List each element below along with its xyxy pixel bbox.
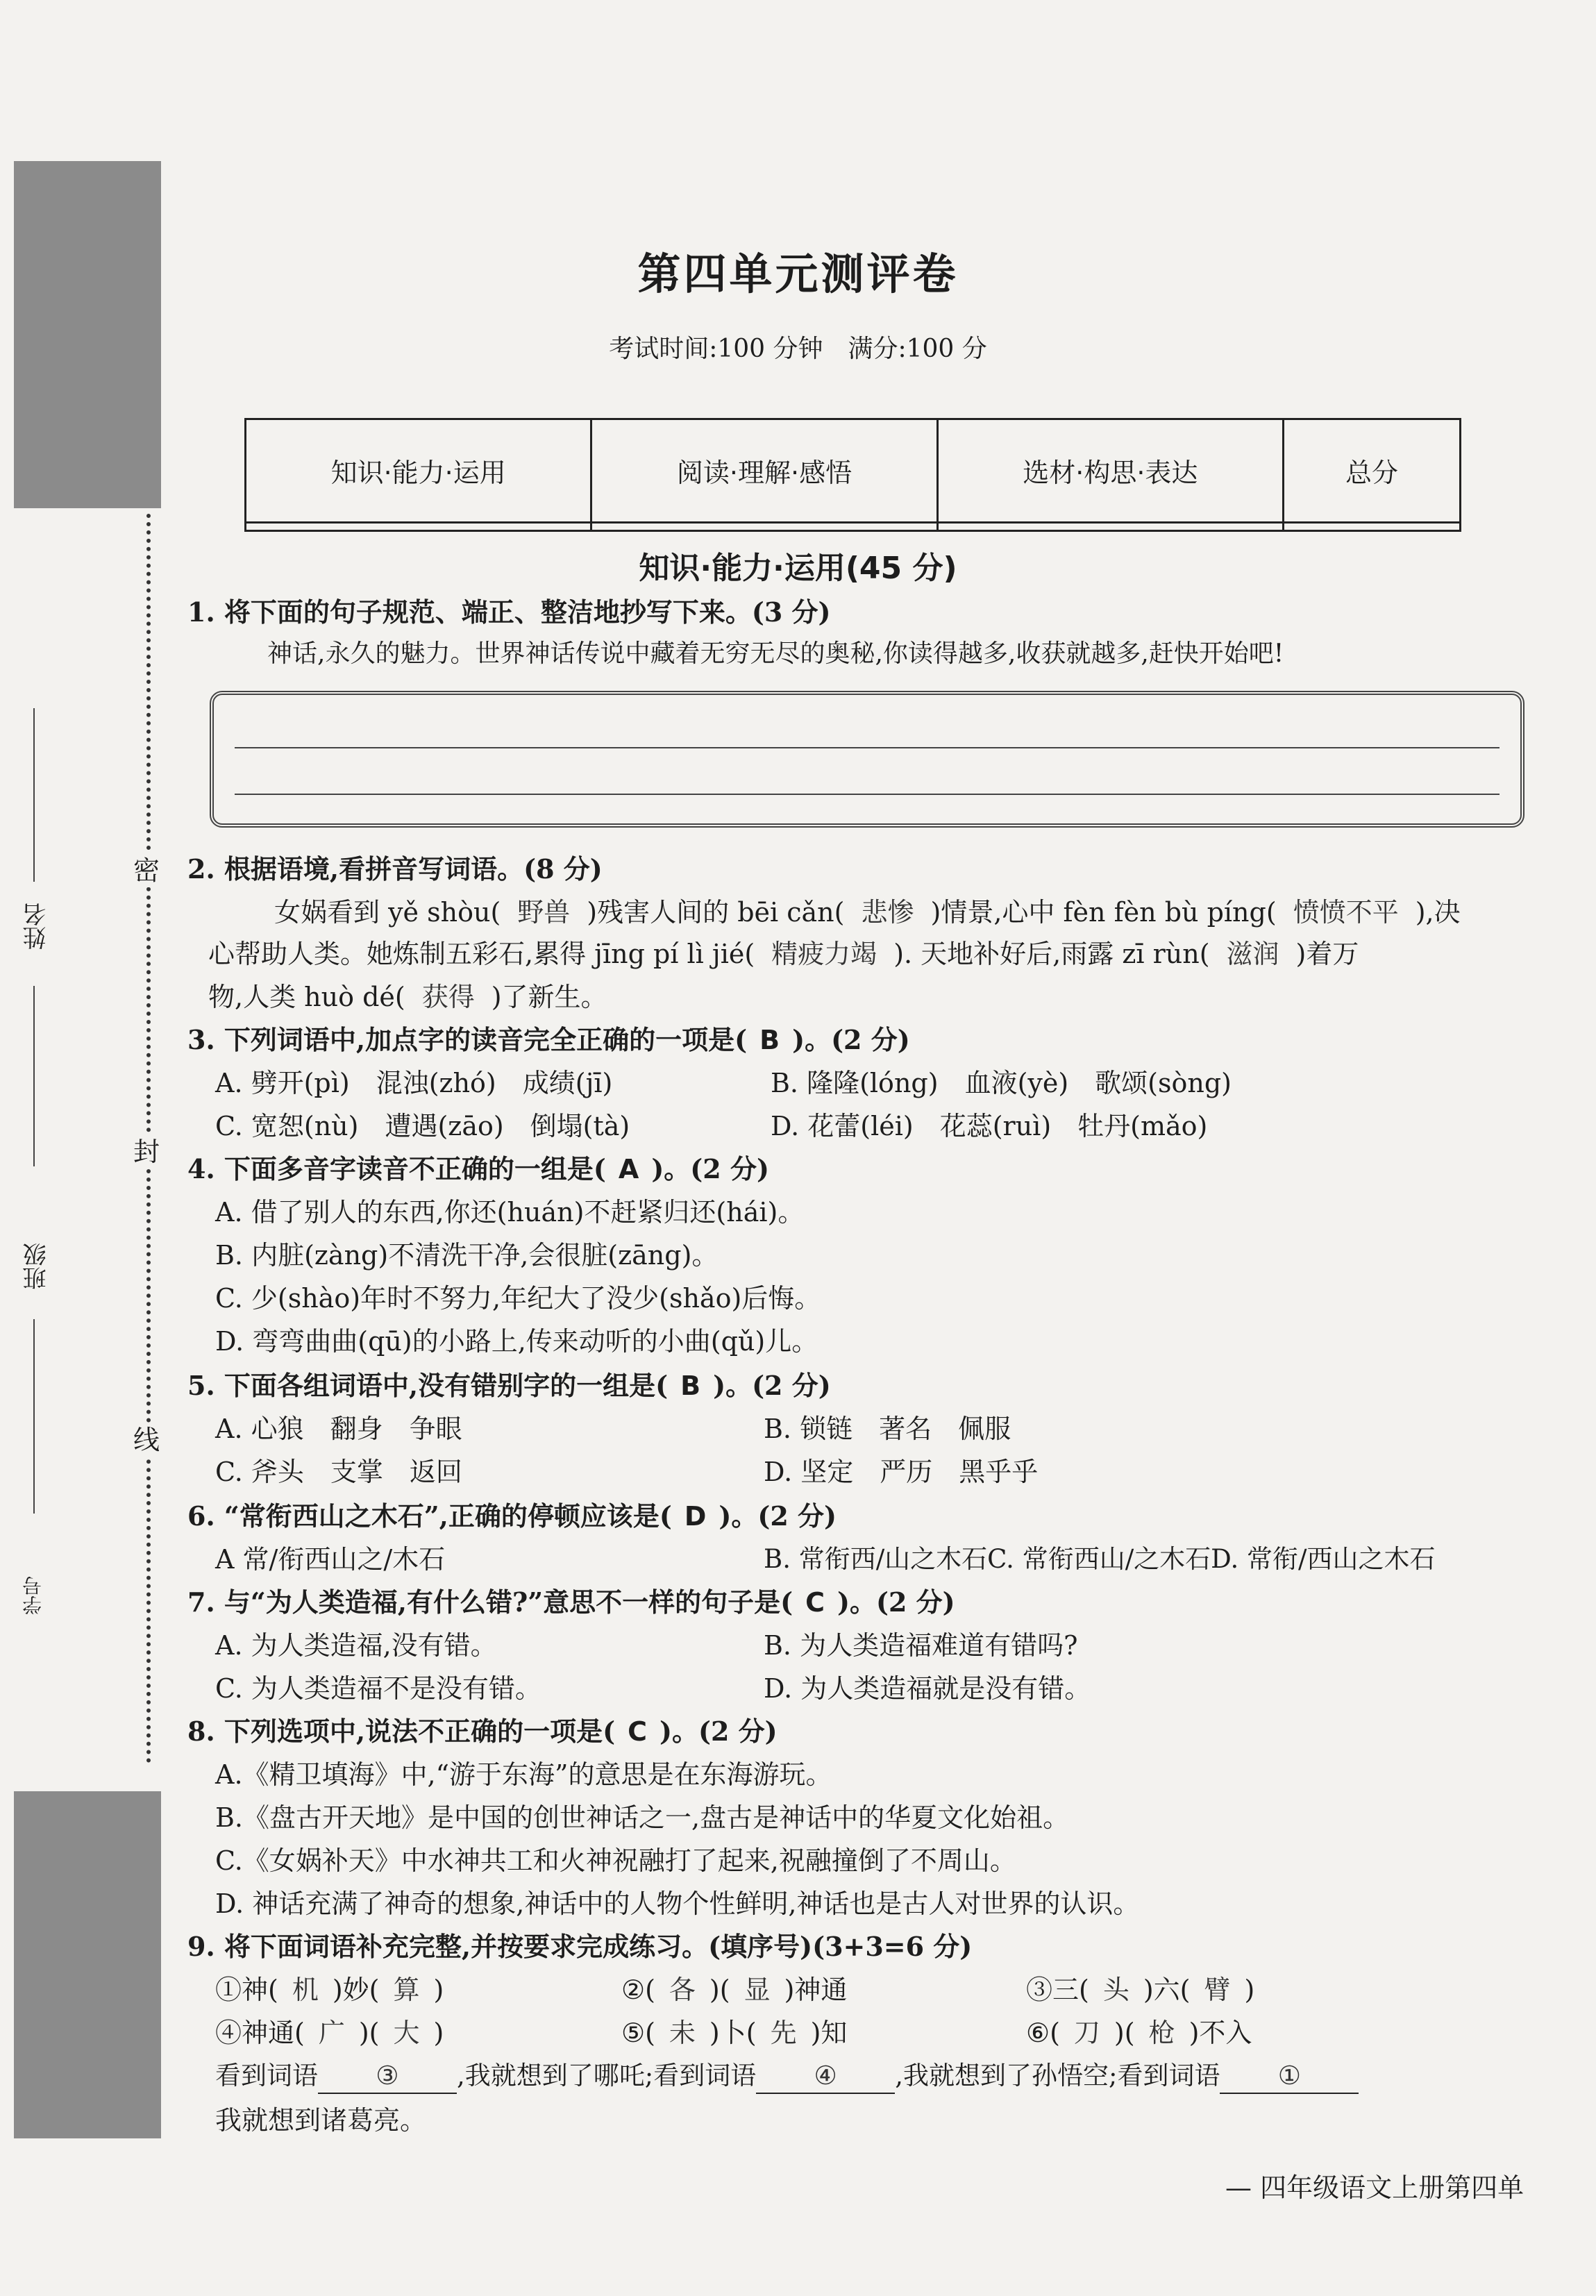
q9-i3-ans1[interactable]: 头 [1102,1975,1129,2005]
q9-i4-c: ) [433,2018,444,2048]
class-blank [33,1319,35,1514]
q9-i4-ans1[interactable]: 广 [318,2018,345,2048]
q9-item-3 [1026,1973,1254,2006]
q6-stem-a: 6. “常衔西山之木石”,正确的停顿应该是( [187,1500,672,1532]
q9-i5-a: ⑤( [621,2018,655,2048]
score-table [244,418,1461,532]
q1-text: 神话,永久的魅力。世界神话传说中藏着无穷无尽的奥秘,你读得越多,收获就越多,赶快开始吧! [267,639,1284,668]
q9-last-line: 我就想到诸葛亮。 [215,2105,427,2136]
q9-i5-b: )卜( [709,2018,757,2048]
page-title: 第四单元测评卷 [637,249,959,299]
q6-stem-b: )。(2 分) [719,1500,837,1532]
num-label: 学号 [22,1576,44,1615]
section-heading: 知识·能力·运用(45 分) [639,551,957,586]
q5-option-d: D. 坚定 严历 黑乎乎 [764,1457,1039,1487]
score-cell-1[interactable] [246,522,591,530]
q9-i6-ans1[interactable]: 刀 [1073,2018,1100,2048]
q7-stem-a: 7. 与“为人类造福,有什么错?”意思不一样的句子是( [187,1586,793,1618]
q2-l2-a: 心帮助人类。她炼制五彩石,累得 jīng pí lì jié( [208,939,755,969]
q8-option-d: D. 神话充满了神奇的想象,神话中的人物个性鲜明,神话也是古人对世界的认识。 [215,1888,1140,1919]
q2-l1-c: )情景,心中 fèn fèn bù píng( [930,897,1277,928]
q9-i5-ans2[interactable]: 先 [770,2018,797,2048]
q4-stem [187,1153,769,1186]
q3-option-b: B. 隆隆(lóng) 血液(yè) 歌颂(sòng) [771,1068,1232,1098]
q9-i2-b: )( [709,1975,730,2005]
q8-option-a: A.《精卫填海》中,“游于东海”的意思是在东海游玩。 [215,1759,832,1790]
q2-l3-b: )了新生。 [491,982,607,1012]
score-header-3: 选材·构思·表达 [937,419,1283,523]
score-cell-4[interactable] [1284,522,1461,530]
q9-blank-3[interactable]: ① [1220,2059,1359,2094]
q9-fill-b: ,我就想到了哪吒;看到词语 [457,2061,757,2090]
q9-i5-ans1[interactable]: 未 [669,2018,696,2048]
name-blank [33,708,35,882]
q2-l1-a: 女娲看到 yě shòu( [274,897,501,928]
q2-answer-2[interactable]: 悲惨 [861,897,914,928]
score-header-4: 总分 [1284,419,1461,523]
seal-char-mi: 密 [133,855,160,886]
q3-option-a: A. 劈开(pì) 混浊(zhó) 成绩(jī) [215,1068,613,1098]
q6-answer[interactable]: D [684,1501,707,1532]
q8-stem-b: )。(2 分) [660,1716,778,1747]
q9-i5-c: )知 [810,2018,848,2048]
q9-fill-line [215,2059,1359,2094]
q2-answer-5[interactable]: 滋润 [1226,939,1279,969]
q2-answer-3[interactable]: 愤愤不平 [1293,897,1399,928]
binding-shade-bottom [14,1791,161,2138]
q7-option-c: C. 为人类造福不是没有错。 [215,1673,541,1704]
q9-i3-a: ③三( [1026,1975,1089,2005]
q4-answer[interactable]: A [618,1154,639,1184]
q9-i6-c: )不入 [1188,2018,1252,2048]
name-blank-2 [33,986,35,1166]
q9-stem: 9. 将下面词语补充完整,并按要求完成练习。(填序号)(3+3=6 分) [187,1931,973,1962]
q9-item-2 [621,1973,847,2006]
q5-stem [187,1369,831,1402]
q9-item-1 [215,1973,444,2006]
q9-item-5 [621,2016,847,2050]
q9-i1-ans2[interactable]: 算 [393,1975,420,2005]
q9-i3-c: ) [1244,1975,1255,2005]
seal-char-feng: 封 [133,1137,160,1167]
q9-i2-ans1[interactable]: 各 [669,1975,696,2005]
q9-i2-ans2[interactable]: 显 [744,1975,771,2005]
q7-answer[interactable]: C [805,1587,825,1618]
q4-option-d: D. 弯弯曲曲(qū)的小路上,传来动听的小曲(qǔ)儿。 [215,1326,818,1357]
q8-stem [187,1715,778,1748]
q2-line-3 [208,980,607,1014]
q3-option-c: C. 宽恕(nù) 遭遇(zāo) 倒塌(tà) [215,1111,630,1141]
q4-option-c: C. 少(shào)年时不努力,年纪大了没少(shǎo)后悔。 [215,1283,821,1314]
q9-i2-a: ②( [621,1975,655,2005]
q3-stem-a: 3. 下列词语中,加点字的读音完全正确的一项是( [187,1024,748,1055]
q7-option-a: A. 为人类造福,没有错。 [215,1630,497,1661]
q4-option-b: B. 内脏(zàng)不清洗干净,会很脏(zāng)。 [215,1240,719,1271]
class-label: 班级 [23,1243,51,1290]
q9-fill-a: 看到词语 [215,2061,318,2090]
q9-i6-a: ⑥( [1026,2018,1060,2048]
page-footer: — 四年级语文上册第四单 [1225,2172,1524,2203]
q9-fill-c: ,我就想到了孙悟空;看到词语 [895,2061,1220,2090]
q4-option-a: A. 借了别人的东西,你还(huán)不赶紧归还(hái)。 [215,1197,805,1227]
q7-option-d: D. 为人类造福就是没有错。 [764,1673,1091,1704]
q2-l1-b: )残害人间的 bēi cǎn( [587,897,845,928]
q9-i3-b: )六( [1143,1975,1191,2005]
q9-i1-b: )妙( [332,1975,380,2005]
q5-option-b: B. 锁链 著名 佩服 [764,1414,1011,1444]
score-header-2: 阅读·理解·感悟 [591,419,937,523]
q9-i2-c: )神通 [784,1975,848,2005]
q2-answer-4[interactable]: 精疲力竭 [771,939,877,969]
q9-item-4 [215,2016,444,2050]
q8-option-c: C.《女娲补天》中水神共工和火神祝融打了起来,祝融撞倒了不周山。 [215,1845,1016,1876]
q2-l2-b: ). 天地补好后,雨露 zī rùn( [893,939,1210,969]
q2-answer-1[interactable]: 野兽 [517,897,571,928]
q6-option-a: A 常/衔西山之/木石 [215,1544,446,1575]
q5-stem-b: )。(2 分) [713,1370,831,1401]
score-cell-3[interactable] [937,522,1283,530]
q3-stem [187,1023,910,1057]
q2-answer-6[interactable]: 获得 [421,982,475,1012]
q9-i6-ans2[interactable]: 枪 [1148,2018,1175,2048]
q7-option-b: B. 为人类造福难道有错吗? [764,1630,1078,1661]
q2-line-2 [208,937,1359,971]
q2-stem: 2. 根据语境,看拼音写词语。(8 分) [187,853,603,885]
q5-stem-a: 5. 下面各组词语中,没有错别字的一组是( [187,1370,669,1401]
q1-writing-box[interactable] [210,691,1524,828]
name-label: 姓名 [23,903,51,950]
q5-option-c: C. 斧头 支掌 返回 [215,1457,462,1487]
q2-l1-d: ),决 [1415,897,1461,928]
q2-line-1 [274,896,1461,929]
q9-blank-2[interactable]: ④ [756,2059,895,2094]
q9-i1-a: ①神( [215,1975,278,2005]
q6-stem [187,1500,837,1533]
q2-l2-c: )着万 [1295,939,1359,969]
q9-i1-ans1[interactable]: 机 [292,1975,319,2005]
q6-option-bcd: B. 常衔西/山之木石C. 常衔西山/之木石D. 常衔/西山之木石 [764,1544,1436,1574]
q3-answer[interactable]: B [759,1025,780,1055]
q5-answer[interactable]: B [680,1371,701,1401]
q2-l3-a: 物,人类 huò dé( [208,982,405,1012]
q3-stem-b: )。(2 分) [792,1024,910,1055]
q9-item-6 [1026,2016,1252,2050]
q4-stem-a: 4. 下面多音字读音不正确的一组是( [187,1153,606,1184]
q9-i4-a: ④神通( [215,2018,305,2048]
q9-i3-ans2[interactable]: 臂 [1204,1975,1231,2005]
q1-stem: 1. 将下面的句子规范、端正、整洁地抄写下来。(3 分) [187,596,831,628]
q9-blank-1[interactable]: ③ [318,2059,457,2094]
q8-stem-a: 8. 下列选项中,说法不正确的一项是( [187,1716,616,1747]
q9-i6-b: )( [1114,2018,1135,2048]
q7-stem [187,1586,955,1619]
q5-option-a: A. 心狼 翻身 争眼 [215,1414,462,1444]
q9-i4-ans2[interactable]: 大 [393,2018,420,2048]
seal-char-xian: 线 [133,1425,160,1455]
q9-i1-c: ) [433,1975,444,2005]
q4-stem-b: )。(2 分) [651,1153,769,1184]
q7-stem-b: )。(2 分) [837,1586,955,1618]
score-cell-2[interactable] [591,522,937,530]
q9-i4-b: )( [358,2018,380,2048]
score-header-1: 知识·能力·运用 [246,419,591,523]
exam-info: 考试时间:100 分钟 满分:100 分 [609,335,987,363]
q8-option-b: B.《盘古开天地》是中国的创世神话之一,盘古是神话中的华夏文化始祖。 [215,1802,1070,1833]
q8-answer[interactable]: C [628,1716,648,1747]
q3-option-d: D. 花蕾(léi) 花蕊(ruì) 牡丹(mǎo) [771,1111,1208,1141]
